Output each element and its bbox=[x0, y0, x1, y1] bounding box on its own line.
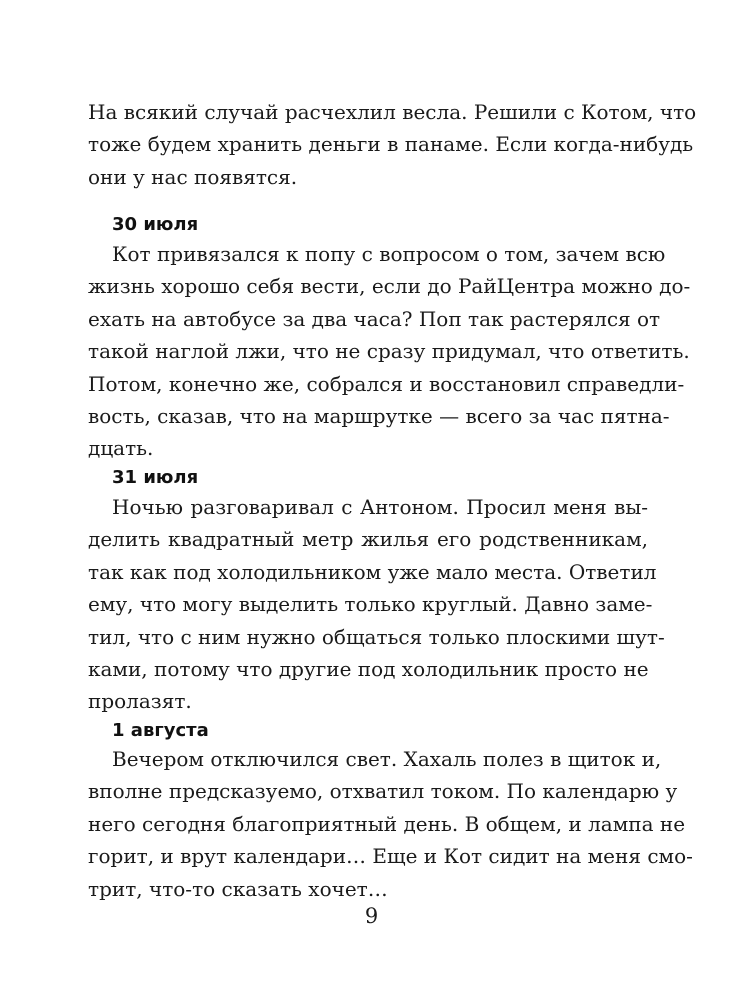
text-line: ему, что могу выделить только круглый. Давно заме- bbox=[88, 592, 653, 617]
text-line: дцать. bbox=[88, 436, 154, 461]
text-line: жизнь хорошо себя вести, если до РайЦентра можно до- bbox=[88, 274, 691, 299]
text-line: такой наглой лжи, что не сразу придумал, что ответить. bbox=[88, 339, 690, 364]
entry-date-heading: 1 августа bbox=[112, 720, 209, 741]
paragraph-entry-august-1 bbox=[88, 743, 693, 905]
text-line: него сегодня благоприятный день. В общем, и лампа не bbox=[88, 811, 686, 836]
text-line: На всякий случай расчехлил весла. Решили с Котом, что bbox=[88, 100, 697, 124]
text-line: тоже будем хранить деньги в панаме. Если когда-нибудь bbox=[88, 132, 694, 157]
text-line: Вечером отключился свет. Хахаль полез в щиток и, bbox=[112, 747, 662, 771]
text-line: они у нас появятся. bbox=[88, 164, 298, 189]
text-line: трит, что-то сказать хочет… bbox=[88, 876, 388, 901]
text-line: Потом, конечно же, собрался и восстановил справедли- bbox=[88, 371, 685, 396]
entry-date-heading: 30 июля bbox=[112, 214, 199, 235]
text-line: тил, что с ним нужно общаться только плоскими шут- bbox=[88, 624, 665, 649]
text-line: пролазят. bbox=[88, 689, 192, 714]
text-line: ками, потому что другие под холодильник просто не bbox=[88, 656, 649, 681]
paragraph-intro bbox=[88, 96, 697, 193]
text-line: делить квадратный метр жилья его родственникам, bbox=[88, 527, 648, 552]
paragraph-entry-july-30 bbox=[88, 238, 691, 465]
paragraph-entry-july-31 bbox=[88, 491, 665, 718]
text-line: так как под холодильником уже мало места. Ответил bbox=[88, 559, 657, 584]
entry-date-heading: 31 июля bbox=[112, 467, 199, 488]
text-line: Ночью разговаривал с Антоном. Просил меня вы- bbox=[112, 495, 648, 519]
text-line: вполне предсказуемо, отхватил током. По календарю у bbox=[88, 779, 678, 804]
text-line: вость, сказав, что на маршрутке — всего за час пятна- bbox=[88, 403, 670, 428]
text-line: горит, и врут календари… Еще и Кот сидит на меня смо- bbox=[88, 844, 693, 869]
text-line: ехать на автобусе за два часа? Поп так растерялся от bbox=[88, 306, 661, 331]
text-line: Кот привязался к попу с вопросом о том, зачем всю bbox=[112, 242, 666, 266]
page-number: 9 bbox=[364, 904, 379, 928]
